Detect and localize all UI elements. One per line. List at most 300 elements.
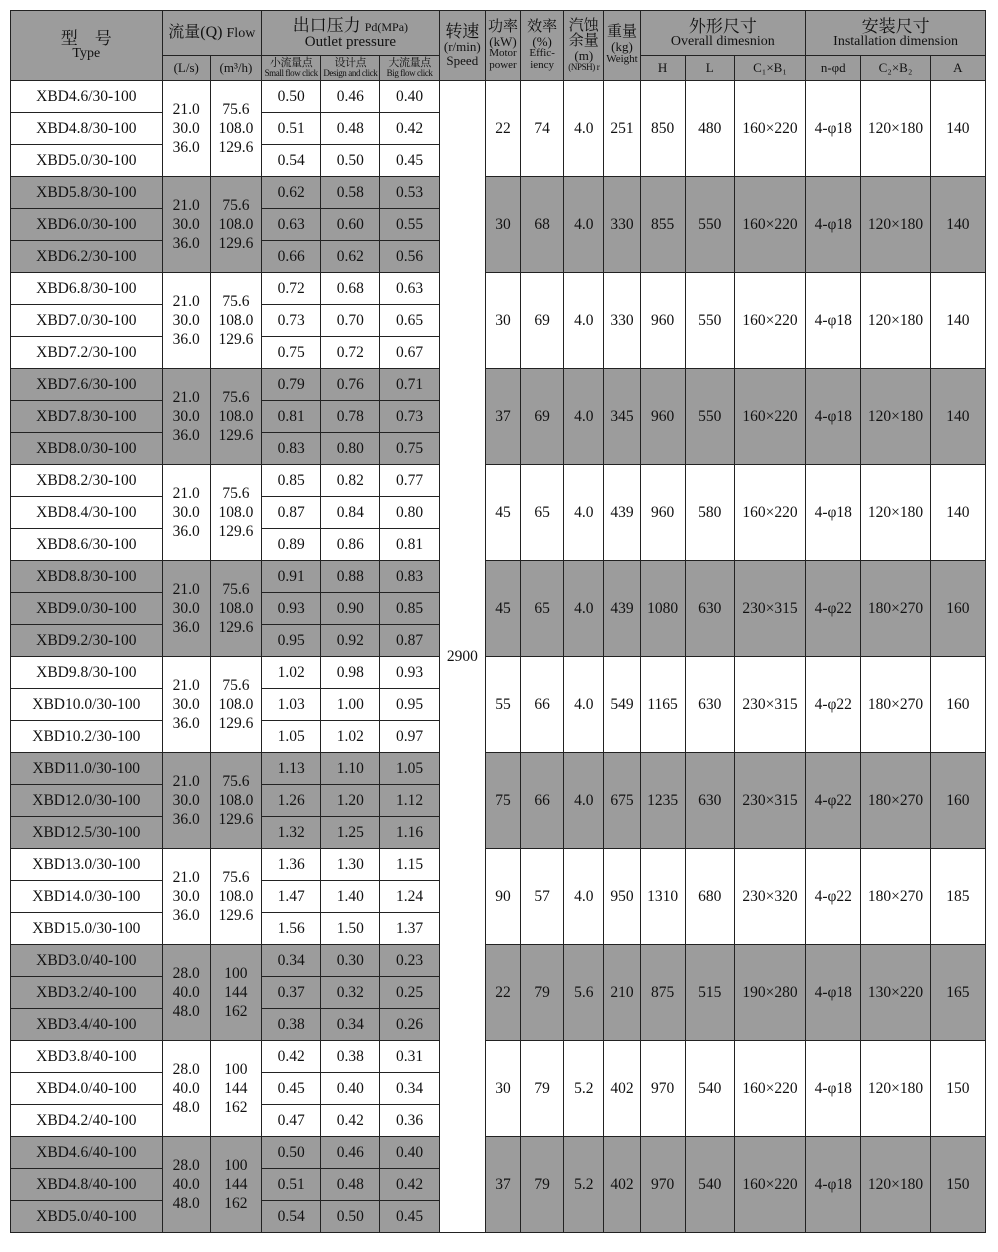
header-eff-unit: (%)	[532, 33, 552, 49]
pressure-big: 0.73	[380, 401, 439, 433]
flow-m3h-value: 129.6	[218, 811, 254, 828]
pressure-big: 0.67	[380, 337, 439, 369]
dim-C2B2: 120×180	[861, 273, 930, 369]
efficiency: 66	[521, 753, 564, 849]
flow-ls-value: 48.0	[172, 1195, 200, 1212]
motor-power: 30	[485, 177, 520, 273]
flow-ls-value: 30.0	[172, 408, 200, 425]
model-type: XBD9.0/30-100	[11, 593, 163, 625]
pressure-small: 0.63	[262, 209, 321, 241]
dim-C1B1: 160×220	[734, 465, 805, 561]
npsh: 4.0	[564, 657, 604, 753]
pressure-design: 0.90	[321, 593, 380, 625]
flow-m3h-value: 75.6	[222, 101, 250, 118]
table-row	[11, 465, 986, 497]
flow-m3h-value: 108.0	[218, 696, 254, 713]
pressure-design: 0.30	[321, 945, 380, 977]
flow-m3h-value: 108.0	[218, 216, 254, 233]
flow-ls	[162, 561, 210, 657]
dim-nphid: 4-φ18	[806, 177, 861, 273]
dim-C1B1: 160×220	[734, 1137, 805, 1233]
dim-A: 150	[930, 1137, 985, 1233]
pressure-small: 1.03	[262, 689, 321, 721]
npsh: 4.0	[564, 273, 604, 369]
pressure-design: 0.34	[321, 1009, 380, 1041]
flow-ls-value: 21.0	[172, 677, 200, 694]
dim-L: 540	[685, 1137, 734, 1233]
model-type: XBD4.6/30-100	[11, 81, 163, 113]
pressure-big: 0.85	[380, 593, 439, 625]
flow-ls-value: 28.0	[172, 965, 200, 982]
dim-C2B2: 120×180	[861, 177, 930, 273]
pressure-design: 0.48	[321, 113, 380, 145]
flow-ls-value: 30.0	[172, 888, 200, 905]
motor-power: 30	[485, 1041, 520, 1137]
model-type: XBD12.5/30-100	[11, 817, 163, 849]
pressure-design: 1.10	[321, 753, 380, 785]
flow-m3h-value: 108.0	[218, 504, 254, 521]
header-weight	[604, 11, 640, 81]
flow-ls-value: 36.0	[172, 235, 200, 252]
pressure-big: 0.77	[380, 465, 439, 497]
pressure-small: 0.85	[262, 465, 321, 497]
dim-H: 970	[640, 1137, 685, 1233]
pressure-small: 1.13	[262, 753, 321, 785]
pressure-design: 0.32	[321, 977, 380, 1009]
model-type: XBD13.0/30-100	[11, 849, 163, 881]
pressure-big: 0.26	[380, 1009, 439, 1041]
pressure-design: 0.62	[321, 241, 380, 273]
pressure-big: 0.63	[380, 273, 439, 305]
model-type: XBD5.8/30-100	[11, 177, 163, 209]
dim-H: 855	[640, 177, 685, 273]
efficiency: 68	[521, 177, 564, 273]
table-row	[11, 177, 986, 209]
dim-H: 960	[640, 369, 685, 465]
motor-power: 37	[485, 369, 520, 465]
flow-ls-value: 21.0	[172, 581, 200, 598]
pressure-design: 0.38	[321, 1041, 380, 1073]
pressure-design: 0.78	[321, 401, 380, 433]
npsh: 4.0	[564, 465, 604, 561]
header-small-flow	[262, 56, 321, 81]
pressure-small: 0.62	[262, 177, 321, 209]
pressure-small: 1.05	[262, 721, 321, 753]
dim-L: 550	[685, 369, 734, 465]
dim-C2B2: 180×270	[861, 849, 930, 945]
table-row	[11, 81, 986, 113]
pressure-small: 1.02	[262, 657, 321, 689]
header-speed-en: Speed	[446, 53, 479, 68]
model-type: XBD4.8/40-100	[11, 1169, 163, 1201]
header-big-en: Big flow click	[386, 68, 433, 79]
dim-nphid: 4-φ18	[806, 1041, 861, 1137]
pressure-small: 1.32	[262, 817, 321, 849]
dim-C1B1: 160×220	[734, 369, 805, 465]
pressure-design: 0.80	[321, 433, 380, 465]
model-type: XBD8.4/30-100	[11, 497, 163, 529]
pressure-big: 0.75	[380, 433, 439, 465]
model-type: XBD5.0/30-100	[11, 145, 163, 177]
pressure-small: 0.83	[262, 433, 321, 465]
flow-ls-value: 36.0	[172, 523, 200, 540]
header-weight-unit: (kg)	[611, 39, 633, 55]
model-type: XBD9.8/30-100	[11, 657, 163, 689]
pump-spec-table	[10, 10, 986, 1233]
flow-m3h	[210, 81, 261, 177]
npsh: 4.0	[564, 81, 604, 177]
header-pressure-en: Outlet pressure	[304, 33, 396, 50]
weight: 210	[604, 945, 640, 1041]
dim-C2B2: 120×180	[861, 369, 930, 465]
flow-m3h-value: 144	[224, 1176, 248, 1193]
flow-ls-value: 36.0	[172, 331, 200, 348]
flow-m3h	[210, 561, 261, 657]
flow-ls-value: 30.0	[172, 600, 200, 617]
pressure-big: 0.55	[380, 209, 439, 241]
pressure-big: 1.05	[380, 753, 439, 785]
flow-m3h-value: 75.6	[222, 197, 250, 214]
pressure-small: 0.50	[262, 1137, 321, 1169]
pressure-design: 0.72	[321, 337, 380, 369]
header-big-cn: 大流量点	[388, 56, 431, 69]
flow-ls	[162, 849, 210, 945]
header-npsh-en: (NPSH) r	[568, 61, 600, 72]
dim-C2B2: 120×180	[861, 465, 930, 561]
dim-C1B1: 230×320	[734, 849, 805, 945]
flow-ls	[162, 177, 210, 273]
dim-C1B1: 160×220	[734, 177, 805, 273]
model-type: XBD4.6/40-100	[11, 1137, 163, 1169]
flow-ls-value: 21.0	[172, 197, 200, 214]
model-type: XBD8.6/30-100	[11, 529, 163, 561]
pressure-small: 0.81	[262, 401, 321, 433]
model-type: XBD4.8/30-100	[11, 113, 163, 145]
pressure-small: 0.72	[262, 273, 321, 305]
flow-ls-value: 21.0	[172, 869, 200, 886]
pressure-big: 0.42	[380, 1169, 439, 1201]
weight: 402	[604, 1041, 640, 1137]
flow-m3h-value: 129.6	[218, 331, 254, 348]
flow-m3h-value: 75.6	[222, 485, 250, 502]
dim-A: 160	[930, 657, 985, 753]
flow-m3h-value: 108.0	[218, 600, 254, 617]
dim-A: 160	[930, 753, 985, 849]
flow-m3h-value: 129.6	[218, 427, 254, 444]
pressure-small: 0.79	[262, 369, 321, 401]
header-A-label: A	[953, 60, 963, 76]
header-small-en: Small flow click	[264, 68, 318, 79]
model-type: XBD10.0/30-100	[11, 689, 163, 721]
dim-C1B1: 230×315	[734, 561, 805, 657]
pressure-design: 1.00	[321, 689, 380, 721]
header-H	[640, 56, 685, 81]
header-small-cn: 小流量点	[269, 56, 313, 69]
pressure-small: 0.54	[262, 1201, 321, 1233]
dim-C1B1: 230×315	[734, 753, 805, 849]
flow-ls	[162, 369, 210, 465]
dim-nphid: 4-φ18	[806, 81, 861, 177]
pressure-small: 1.47	[262, 881, 321, 913]
pressure-design: 0.86	[321, 529, 380, 561]
pressure-design: 0.98	[321, 657, 380, 689]
pressure-design: 0.82	[321, 465, 380, 497]
flow-m3h	[210, 753, 261, 849]
dim-C1B1: 230×315	[734, 657, 805, 753]
efficiency: 65	[521, 561, 564, 657]
pressure-small: 0.38	[262, 1009, 321, 1041]
dim-H: 1235	[640, 753, 685, 849]
dim-C2B2: 180×270	[861, 657, 930, 753]
flow-m3h	[210, 657, 261, 753]
efficiency: 66	[521, 657, 564, 753]
header-power-cn: 功率	[487, 18, 518, 35]
header-A	[930, 56, 985, 81]
pressure-small: 0.89	[262, 529, 321, 561]
motor-power: 22	[485, 81, 520, 177]
pressure-small: 0.87	[262, 497, 321, 529]
header-overall-en: Overall dimesnion	[670, 33, 775, 49]
flow-ls-value: 40.0	[172, 984, 200, 1001]
flow-ls-value: 30.0	[172, 312, 200, 329]
flow-m3h-value: 75.6	[222, 389, 250, 406]
header-C1B1-label: C₁×B₁	[753, 60, 787, 76]
header-eff-en1: Effic-	[529, 47, 555, 60]
flow-m3h-value: 129.6	[218, 235, 254, 252]
flow-ls-value: 40.0	[172, 1080, 200, 1097]
flow-m3h-value: 108.0	[218, 312, 254, 329]
pressure-big: 0.23	[380, 945, 439, 977]
header-flow-m3h	[210, 56, 261, 81]
model-type: XBD10.2/30-100	[11, 721, 163, 753]
pressure-big: 0.40	[380, 1137, 439, 1169]
table-row	[11, 657, 986, 689]
pressure-big: 0.65	[380, 305, 439, 337]
dim-nphid: 4-φ22	[806, 849, 861, 945]
npsh: 5.6	[564, 945, 604, 1041]
flow-m3h-value: 129.6	[218, 139, 254, 156]
pressure-big: 0.34	[380, 1073, 439, 1105]
weight: 330	[604, 177, 640, 273]
motor-power: 75	[485, 753, 520, 849]
pressure-big: 0.53	[380, 177, 439, 209]
flow-m3h-value: 129.6	[218, 523, 254, 540]
model-type: XBD3.8/40-100	[11, 1041, 163, 1073]
dim-C2B2: 180×270	[861, 561, 930, 657]
flow-m3h-value: 129.6	[218, 907, 254, 924]
dim-L: 550	[685, 273, 734, 369]
flow-m3h-value: 75.6	[222, 293, 250, 310]
header-flow-en: Flow	[226, 26, 256, 41]
flow-m3h-value: 100	[224, 965, 248, 982]
flow-m3h	[210, 177, 261, 273]
header-pressure-unit: Pd(MPa)	[364, 19, 409, 34]
dim-C1B1: 190×280	[734, 945, 805, 1041]
dim-A: 150	[930, 1041, 985, 1137]
flow-ls-value: 36.0	[172, 427, 200, 444]
dim-H: 970	[640, 1041, 685, 1137]
flow-ls-value: 21.0	[172, 773, 200, 790]
flow-m3h-value: 162	[224, 1099, 248, 1116]
pressure-design: 0.68	[321, 273, 380, 305]
flow-m3h-value: 108.0	[218, 120, 254, 137]
pressure-big: 0.40	[380, 81, 439, 113]
flow-ls-value: 30.0	[172, 696, 200, 713]
dim-C1B1: 160×220	[734, 81, 805, 177]
table-row	[11, 369, 986, 401]
model-type: XBD14.0/30-100	[11, 881, 163, 913]
flow-m3h-value: 108.0	[218, 888, 254, 905]
dim-L: 680	[685, 849, 734, 945]
pressure-small: 0.42	[262, 1041, 321, 1073]
model-type: XBD3.4/40-100	[11, 1009, 163, 1041]
pressure-small: 0.47	[262, 1105, 321, 1137]
flow-m3h	[210, 945, 261, 1041]
header-nphid	[806, 56, 861, 81]
flow-m3h	[210, 1137, 261, 1233]
pressure-big: 1.15	[380, 849, 439, 881]
weight: 439	[604, 561, 640, 657]
header-design-cn: 设计点	[334, 56, 367, 69]
header-flow-ls-label: (L/s)	[173, 60, 199, 76]
flow-ls	[162, 273, 210, 369]
pressure-big: 1.24	[380, 881, 439, 913]
flow-ls-value: 30.0	[172, 504, 200, 521]
spec-table-wrapper	[10, 10, 986, 1233]
flow-ls-value: 21.0	[172, 293, 200, 310]
weight: 402	[604, 1137, 640, 1233]
flow-m3h-value: 108.0	[218, 408, 254, 425]
pressure-big: 0.97	[380, 721, 439, 753]
flow-ls-value: 28.0	[172, 1157, 200, 1174]
flow-m3h-value: 162	[224, 1195, 248, 1212]
flow-m3h	[210, 273, 261, 369]
header-type	[11, 11, 163, 81]
dim-L: 630	[685, 561, 734, 657]
flow-ls-value: 36.0	[172, 139, 200, 156]
header-overall-cn: 外形尺寸	[688, 16, 757, 36]
flow-m3h-value: 129.6	[218, 619, 254, 636]
flow-ls	[162, 657, 210, 753]
header-weight-en: Weight	[606, 53, 638, 66]
flow-m3h-value: 100	[224, 1157, 248, 1174]
dim-L: 550	[685, 177, 734, 273]
pressure-design: 0.48	[321, 1169, 380, 1201]
flow-ls	[162, 81, 210, 177]
dim-H: 1080	[640, 561, 685, 657]
model-type: XBD6.0/30-100	[11, 209, 163, 241]
pressure-small: 0.34	[262, 945, 321, 977]
header-eff-cn: 效率	[527, 18, 558, 35]
speed-value: 2900	[439, 81, 485, 1233]
table-row	[11, 849, 986, 881]
header-speed-cn: 转速	[445, 22, 480, 42]
pressure-big: 0.95	[380, 689, 439, 721]
pressure-design: 1.20	[321, 785, 380, 817]
efficiency: 74	[521, 81, 564, 177]
flow-m3h-value: 75.6	[222, 773, 250, 790]
motor-power: 45	[485, 465, 520, 561]
dim-H: 960	[640, 465, 685, 561]
pressure-big: 0.45	[380, 1201, 439, 1233]
npsh: 4.0	[564, 369, 604, 465]
flow-ls	[162, 1041, 210, 1137]
flow-ls	[162, 1137, 210, 1233]
motor-power: 22	[485, 945, 520, 1041]
npsh: 5.2	[564, 1137, 604, 1233]
motor-power: 45	[485, 561, 520, 657]
header-install-cn: 安装尺寸	[861, 16, 930, 36]
dim-nphid: 4-φ22	[806, 561, 861, 657]
dim-C2B2: 180×270	[861, 753, 930, 849]
header-speed-unit: (r/min)	[443, 39, 481, 55]
pressure-design: 0.92	[321, 625, 380, 657]
pressure-big: 0.31	[380, 1041, 439, 1073]
table-row	[11, 753, 986, 785]
flow-m3h-value: 75.6	[222, 581, 250, 598]
model-type: XBD3.2/40-100	[11, 977, 163, 1009]
model-type: XBD11.0/30-100	[11, 753, 163, 785]
flow-ls-value: 48.0	[172, 1003, 200, 1020]
pressure-design: 1.40	[321, 881, 380, 913]
npsh: 4.0	[564, 561, 604, 657]
header-eff-en2: iency	[530, 58, 555, 71]
dim-nphid: 4-φ18	[806, 1137, 861, 1233]
header-npsh	[564, 11, 604, 81]
pressure-design: 0.88	[321, 561, 380, 593]
pressure-big: 0.81	[380, 529, 439, 561]
weight: 251	[604, 81, 640, 177]
model-type: XBD8.8/30-100	[11, 561, 163, 593]
header-flow-ls	[162, 56, 210, 81]
dim-L: 630	[685, 753, 734, 849]
header-H-label: H	[657, 60, 668, 76]
header-flow-m3h-label: (m³/h)	[219, 60, 253, 76]
dim-A: 160	[930, 561, 985, 657]
flow-ls-value: 48.0	[172, 1099, 200, 1116]
table-row	[11, 1041, 986, 1073]
dim-nphid: 4-φ22	[806, 657, 861, 753]
header-npsh-cn2: 余量	[568, 32, 599, 49]
flow-ls-value: 36.0	[172, 811, 200, 828]
npsh: 4.0	[564, 177, 604, 273]
model-type: XBD4.0/40-100	[11, 1073, 163, 1105]
table-row	[11, 273, 986, 305]
efficiency: 69	[521, 273, 564, 369]
flow-m3h	[210, 369, 261, 465]
header-overall	[640, 11, 806, 56]
pressure-small: 0.66	[262, 241, 321, 273]
motor-power: 55	[485, 657, 520, 753]
pressure-design: 1.50	[321, 913, 380, 945]
flow-m3h-value: 75.6	[222, 869, 250, 886]
flow-ls-value: 21.0	[172, 101, 200, 118]
model-type: XBD8.2/30-100	[11, 465, 163, 497]
pressure-design: 0.50	[321, 1201, 380, 1233]
pressure-big: 1.16	[380, 817, 439, 849]
pressure-big: 0.83	[380, 561, 439, 593]
flow-m3h	[210, 465, 261, 561]
dim-H: 1165	[640, 657, 685, 753]
model-type: XBD7.6/30-100	[11, 369, 163, 401]
weight: 675	[604, 753, 640, 849]
header-L-label: L	[705, 60, 714, 76]
table-row	[11, 561, 986, 593]
model-type: XBD3.0/40-100	[11, 945, 163, 977]
pressure-design: 0.46	[321, 81, 380, 113]
pressure-design: 0.58	[321, 177, 380, 209]
pressure-design: 0.46	[321, 1137, 380, 1169]
